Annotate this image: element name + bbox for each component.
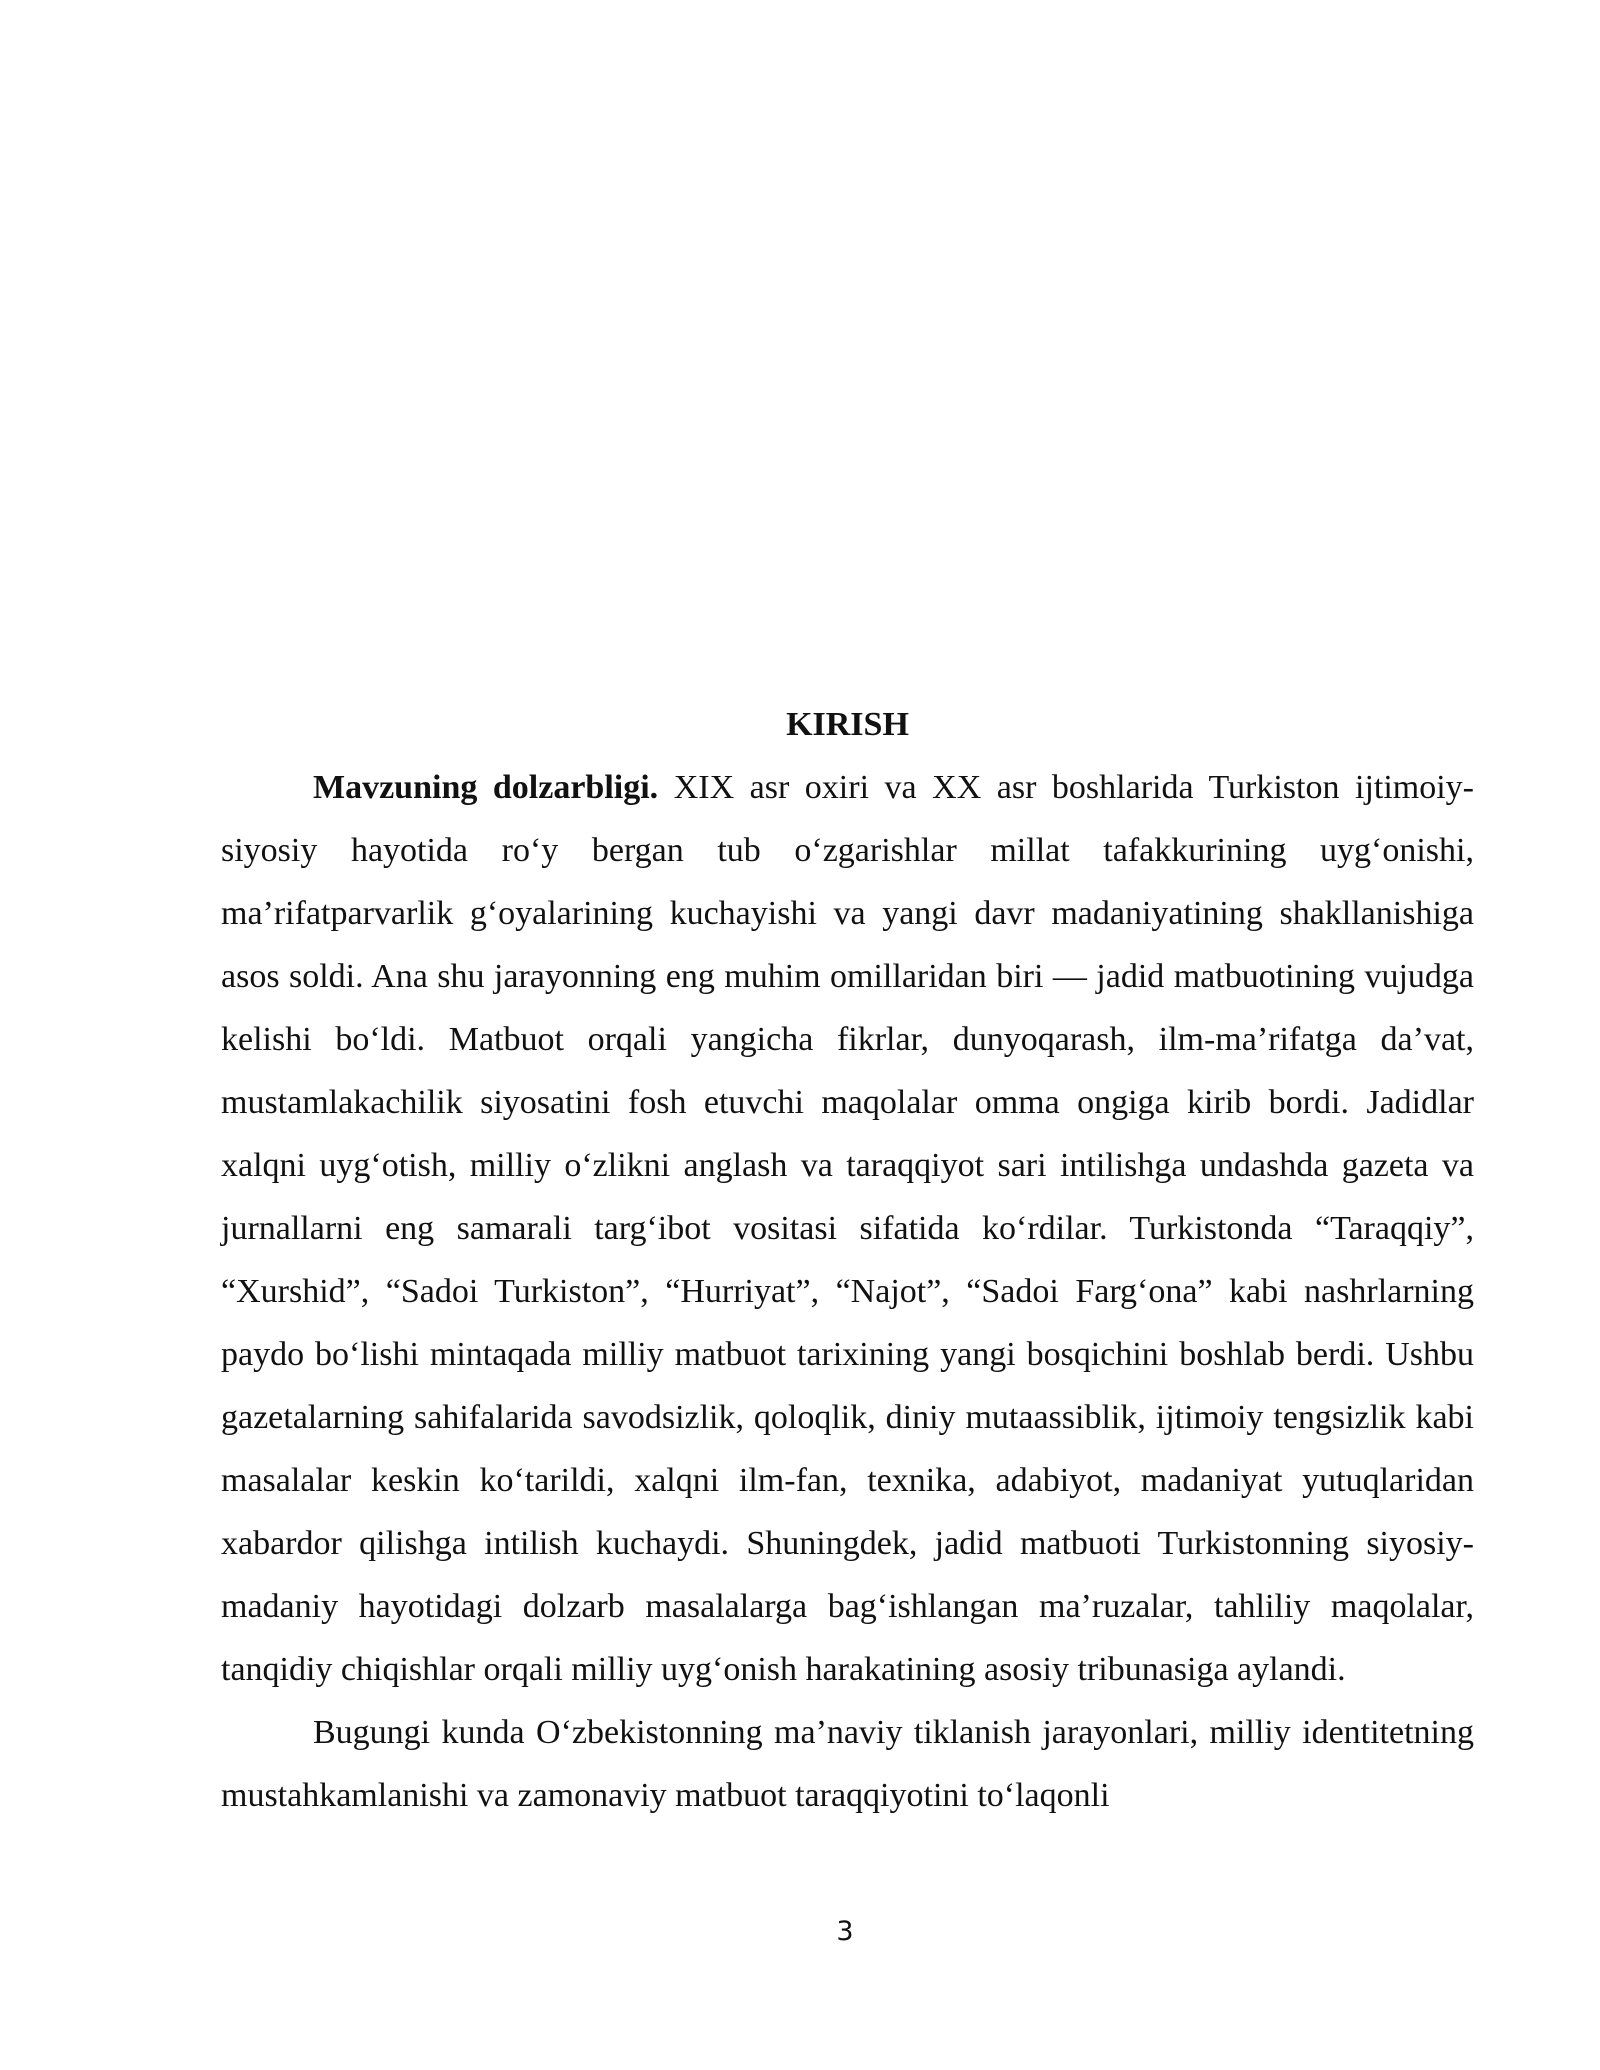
section-heading: KIRISH: [786, 706, 909, 743]
paragraph-lead: Mavzuning dolzarbligi.: [313, 769, 659, 806]
paragraph-text: Bugungi kunda O‘zbekistonning ma’naviy tiklanish jarayonlari, milliy identitetning mustahkamlanishi va zamonaviy matbuot taraqqiyotini to‘laqonli: [221, 1714, 1474, 1814]
paragraph-relevance: [221, 756, 1474, 1701]
paragraph-today: [221, 1701, 1474, 1827]
body-text: [221, 756, 1474, 1827]
page-number: 3: [836, 1916, 854, 1947]
paragraph-text: XIX asr oxiri va XX asr boshlarida Turkiston ijtimoiy-siyosiy hayotida ro‘y bergan tub o‘zgarishlar millat tafakkurining uyg‘onishi, ma’rifatparvarlik g‘oyalarining kuchayishi va yangi davr madaniyatining shakllanishiga asos soldi. Ana shu jarayonning eng muhim omillaridan biri — jadid matbuotining vujudga kelishi bo‘ldi. Matbuot orqali yangicha fikrlar, dunyoqarash, ilm-ma’rifatga da’vat, mustamlakachilik siyosatini fosh etuvchi maqolalar omma ongiga kirib bordi. Jadidlar xalqni uyg‘otish, milliy o‘zlikni anglash va taraqqiyot sari intilishga undashda gazeta va jurnallarni eng samarali targ‘ibot vositasi sifatida ko‘rdilar. Turkistonda “Taraqqiy”, “Xurshid”, “Sadoi Turkiston”, “Hurriyat”, “Najot”, “Sadoi Farg‘ona” kabi nashrlarning paydo bo‘lishi mintaqada milliy matbuot tarixining yangi bosqichini boshlab berdi. Ushbu gazetalarning sahifalarida savodsizlik, qoloqlik, diniy mutaassiblik, ijtimoiy tengsizlik kabi masalalar keskin ko‘tarildi, xalqni ilm-fan, texnika, adabiyot, madaniyat yutuqlaridan xabardor qilishga intilish kuchaydi. Shuningdek, jadid matbuoti Turkistonning siyosiy-madaniy hayotidagi dolzarb masalalarga bag‘ishlangan ma’ruzalar, tahliliy maqolalar, tanqidiy chiqishlar orqali milliy uyg‘onish harakatining asosiy tribunasiga aylandi.: [221, 769, 1475, 1688]
